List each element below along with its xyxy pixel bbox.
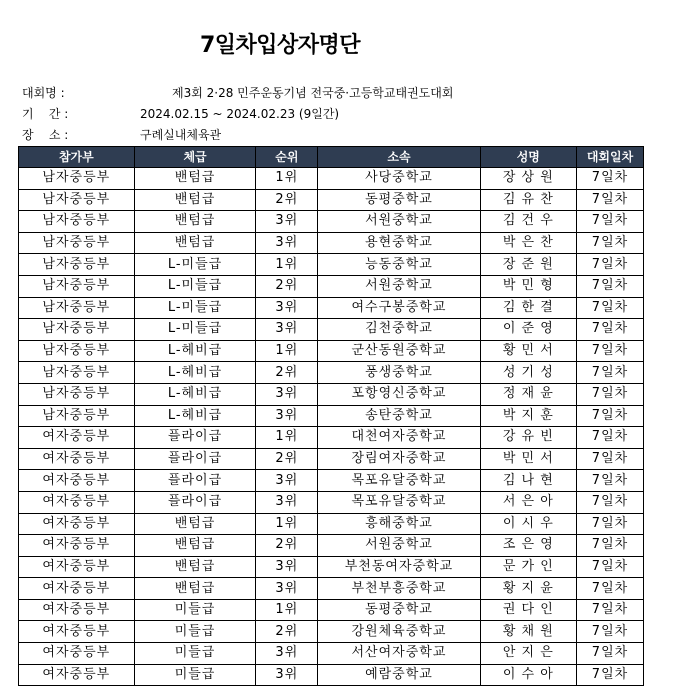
rank-cell: 1위 (256, 427, 318, 449)
name-cell: 이 준 영 (480, 319, 576, 341)
rank-cell: 1위 (256, 340, 318, 362)
affiliation-cell: 서원중학교 (318, 211, 480, 233)
day-cell: 7일차 (577, 491, 644, 513)
rank-cell: 3위 (256, 405, 318, 427)
day-cell: 7일차 (577, 470, 644, 492)
table-row (19, 362, 644, 384)
rank-cell: 2위 (256, 275, 318, 297)
day-cell: 7일차 (577, 340, 644, 362)
division-cell: 남자중등부 (19, 405, 135, 427)
weight-class-cell: 밴텀급 (134, 189, 256, 211)
day-cell: 7일차 (577, 643, 644, 665)
name-cell: 박 민 형 (480, 275, 576, 297)
name-cell: 김 나 현 (480, 470, 576, 492)
division-cell: 남자중등부 (19, 340, 135, 362)
affiliation-cell: 부천동여자중학교 (318, 556, 480, 578)
day-cell: 7일차 (577, 513, 644, 535)
weight-class-cell: 밴텀급 (134, 535, 256, 557)
weight-class-cell: 플라이급 (134, 448, 256, 470)
name-cell: 장 상 원 (480, 168, 576, 190)
affiliation-cell: 목포유달중학교 (318, 491, 480, 513)
venue-label: 장 소 : (22, 128, 69, 142)
weight-class-cell: L-미들급 (134, 275, 256, 297)
division-cell: 남자중등부 (19, 383, 135, 405)
division-cell: 여자중등부 (19, 427, 135, 449)
table-row (19, 383, 644, 405)
name-cell: 권 다 인 (480, 599, 576, 621)
table-row (19, 621, 644, 643)
weight-class-cell: 플라이급 (134, 427, 256, 449)
weight-class-cell: 밴텀급 (134, 211, 256, 233)
weight-class-cell: 플라이급 (134, 470, 256, 492)
name-cell: 서 은 아 (480, 491, 576, 513)
period-label: 기 간 : (22, 107, 69, 121)
rank-cell: 2위 (256, 535, 318, 557)
page-title: 7일차입상자명단 (199, 33, 361, 58)
name-cell: 정 재 윤 (480, 383, 576, 405)
table-row (19, 189, 644, 211)
division-cell: 남자중등부 (19, 254, 135, 276)
name-cell: 문 가 인 (480, 556, 576, 578)
name-cell: 이 수 아 (480, 664, 576, 686)
affiliation-cell: 흥해중학교 (318, 513, 480, 535)
affiliation-cell: 동평중학교 (318, 599, 480, 621)
weight-class-cell: 미들급 (134, 643, 256, 665)
affiliation-cell: 군산동원중학교 (318, 340, 480, 362)
division-cell: 여자중등부 (19, 513, 135, 535)
day-cell: 7일차 (577, 578, 644, 600)
rank-cell: 1위 (256, 168, 318, 190)
table-row (19, 513, 644, 535)
name-cell: 성 기 성 (480, 362, 576, 384)
division-cell: 여자중등부 (19, 643, 135, 665)
name-cell: 조 은 영 (480, 535, 576, 557)
day-cell: 7일차 (577, 535, 644, 557)
division-cell: 여자중등부 (19, 621, 135, 643)
division-cell: 남자중등부 (19, 362, 135, 384)
division-cell: 여자중등부 (19, 664, 135, 686)
division-cell: 남자중등부 (19, 275, 135, 297)
name-cell: 장 준 원 (480, 254, 576, 276)
rank-cell: 3위 (256, 578, 318, 600)
name-cell: 박 지 훈 (480, 405, 576, 427)
name-cell: 황 지 윤 (480, 578, 576, 600)
name-cell: 안 지 은 (480, 643, 576, 665)
affiliation-cell: 여수구봉중학교 (318, 297, 480, 319)
table-row (19, 319, 644, 341)
weight-class-cell: 밴텀급 (134, 556, 256, 578)
rank-cell: 1위 (256, 513, 318, 535)
division-cell: 남자중등부 (19, 232, 135, 254)
rank-cell: 3위 (256, 643, 318, 665)
affiliation-cell: 강원체육중학교 (318, 621, 480, 643)
weight-class-cell: 미들급 (134, 621, 256, 643)
day-cell: 7일차 (577, 621, 644, 643)
day-cell: 7일차 (577, 556, 644, 578)
weight-class-cell: L-미들급 (134, 297, 256, 319)
division-cell: 남자중등부 (19, 189, 135, 211)
affiliation-cell: 서원중학교 (318, 275, 480, 297)
header-affiliation: 소속 (318, 147, 480, 168)
name-cell: 황 채 원 (480, 621, 576, 643)
table-row (19, 643, 644, 665)
header-division: 참가부 (19, 147, 135, 168)
weight-class-cell: 밴텀급 (134, 232, 256, 254)
meet-value: 제3회 2·28 민주운동기념 전국중·고등학교태권도대회 (172, 86, 454, 100)
name-cell: 이 시 우 (480, 513, 576, 535)
table-row (19, 211, 644, 233)
table-row (19, 470, 644, 492)
table-row (19, 535, 644, 557)
affiliation-cell: 장림여자중학교 (318, 448, 480, 470)
affiliation-cell: 사당중학교 (318, 168, 480, 190)
weight-class-cell: L-헤비급 (134, 383, 256, 405)
weight-class-cell: L-헤비급 (134, 405, 256, 427)
table-row (19, 448, 644, 470)
division-cell: 남자중등부 (19, 319, 135, 341)
table-row (19, 427, 644, 449)
day-cell: 7일차 (577, 297, 644, 319)
name-cell: 김 건 우 (480, 211, 576, 233)
division-cell: 여자중등부 (19, 448, 135, 470)
division-cell: 남자중등부 (19, 211, 135, 233)
name-cell: 강 유 빈 (480, 427, 576, 449)
day-cell: 7일차 (577, 211, 644, 233)
day-cell: 7일차 (577, 405, 644, 427)
affiliation-cell: 목포유달중학교 (318, 470, 480, 492)
weight-class-cell: 미들급 (134, 664, 256, 686)
day-cell: 7일차 (577, 168, 644, 190)
affiliation-cell: 대천여자중학교 (318, 427, 480, 449)
header-rank: 순위 (256, 147, 318, 168)
rank-cell: 3위 (256, 491, 318, 513)
affiliation-cell: 서산여자중학교 (318, 643, 480, 665)
affiliation-cell: 풍생중학교 (318, 362, 480, 384)
rank-cell: 3위 (256, 470, 318, 492)
table-row (19, 232, 644, 254)
meet-label: 대회명 : (22, 86, 65, 100)
division-cell: 남자중등부 (19, 168, 135, 190)
day-cell: 7일차 (577, 362, 644, 384)
name-cell: 김 한 결 (480, 297, 576, 319)
weight-class-cell: L-헤비급 (134, 340, 256, 362)
header-name: 성명 (480, 147, 576, 168)
weight-class-cell: 플라이급 (134, 491, 256, 513)
day-cell: 7일차 (577, 254, 644, 276)
weight-class-cell: L-미들급 (134, 319, 256, 341)
rank-cell: 2위 (256, 362, 318, 384)
name-cell: 박 은 찬 (480, 232, 576, 254)
day-cell: 7일차 (577, 319, 644, 341)
rank-cell: 3위 (256, 556, 318, 578)
day-cell: 7일차 (577, 599, 644, 621)
name-cell: 박 민 서 (480, 448, 576, 470)
day-cell: 7일차 (577, 664, 644, 686)
weight-class-cell: 밴텀급 (134, 513, 256, 535)
rank-cell: 3위 (256, 383, 318, 405)
table-row (19, 168, 644, 190)
table-row (19, 556, 644, 578)
rank-cell: 1위 (256, 254, 318, 276)
weight-class-cell: 밴텀급 (134, 168, 256, 190)
division-cell: 여자중등부 (19, 491, 135, 513)
rank-cell: 3위 (256, 232, 318, 254)
day-cell: 7일차 (577, 383, 644, 405)
table-header-row (19, 147, 644, 168)
rank-cell: 2위 (256, 189, 318, 211)
division-cell: 여자중등부 (19, 578, 135, 600)
period-value: 2024.02.15 ~ 2024.02.23 (9일간) (140, 107, 340, 121)
table-row (19, 578, 644, 600)
affiliation-cell: 부천부흥중학교 (318, 578, 480, 600)
rank-cell: 3위 (256, 297, 318, 319)
division-cell: 여자중등부 (19, 470, 135, 492)
affiliation-cell: 용현중학교 (318, 232, 480, 254)
header-weight-class: 체급 (134, 147, 256, 168)
day-cell: 7일차 (577, 275, 644, 297)
weight-class-cell: L-미들급 (134, 254, 256, 276)
affiliation-cell: 김천중학교 (318, 319, 480, 341)
affiliation-cell: 포항영신중학교 (318, 383, 480, 405)
affiliation-cell: 예람중학교 (318, 664, 480, 686)
rank-cell: 3위 (256, 664, 318, 686)
division-cell: 남자중등부 (19, 297, 135, 319)
weight-class-cell: L-헤비급 (134, 362, 256, 384)
winners-table (18, 146, 644, 686)
rank-cell: 2위 (256, 621, 318, 643)
division-cell: 여자중등부 (19, 599, 135, 621)
affiliation-cell: 동평중학교 (318, 189, 480, 211)
day-cell: 7일차 (577, 189, 644, 211)
rank-cell: 3위 (256, 211, 318, 233)
name-cell: 김 유 찬 (480, 189, 576, 211)
weight-class-cell: 미들급 (134, 599, 256, 621)
division-cell: 여자중등부 (19, 535, 135, 557)
weight-class-cell: 밴텀급 (134, 578, 256, 600)
rank-cell: 1위 (256, 599, 318, 621)
division-cell: 여자중등부 (19, 556, 135, 578)
table-row (19, 275, 644, 297)
rank-cell: 2위 (256, 448, 318, 470)
affiliation-cell: 능동중학교 (318, 254, 480, 276)
rank-cell: 3위 (256, 319, 318, 341)
table-row (19, 297, 644, 319)
table-row (19, 254, 644, 276)
day-cell: 7일차 (577, 448, 644, 470)
affiliation-cell: 서원중학교 (318, 535, 480, 557)
venue-value: 구례실내체육관 (140, 128, 222, 142)
table-row (19, 664, 644, 686)
table-row (19, 599, 644, 621)
table-row (19, 491, 644, 513)
name-cell: 황 민 서 (480, 340, 576, 362)
day-cell: 7일차 (577, 232, 644, 254)
table-row (19, 340, 644, 362)
affiliation-cell: 송탄중학교 (318, 405, 480, 427)
day-cell: 7일차 (577, 427, 644, 449)
table-row (19, 405, 644, 427)
header-day: 대회일차 (577, 147, 644, 168)
